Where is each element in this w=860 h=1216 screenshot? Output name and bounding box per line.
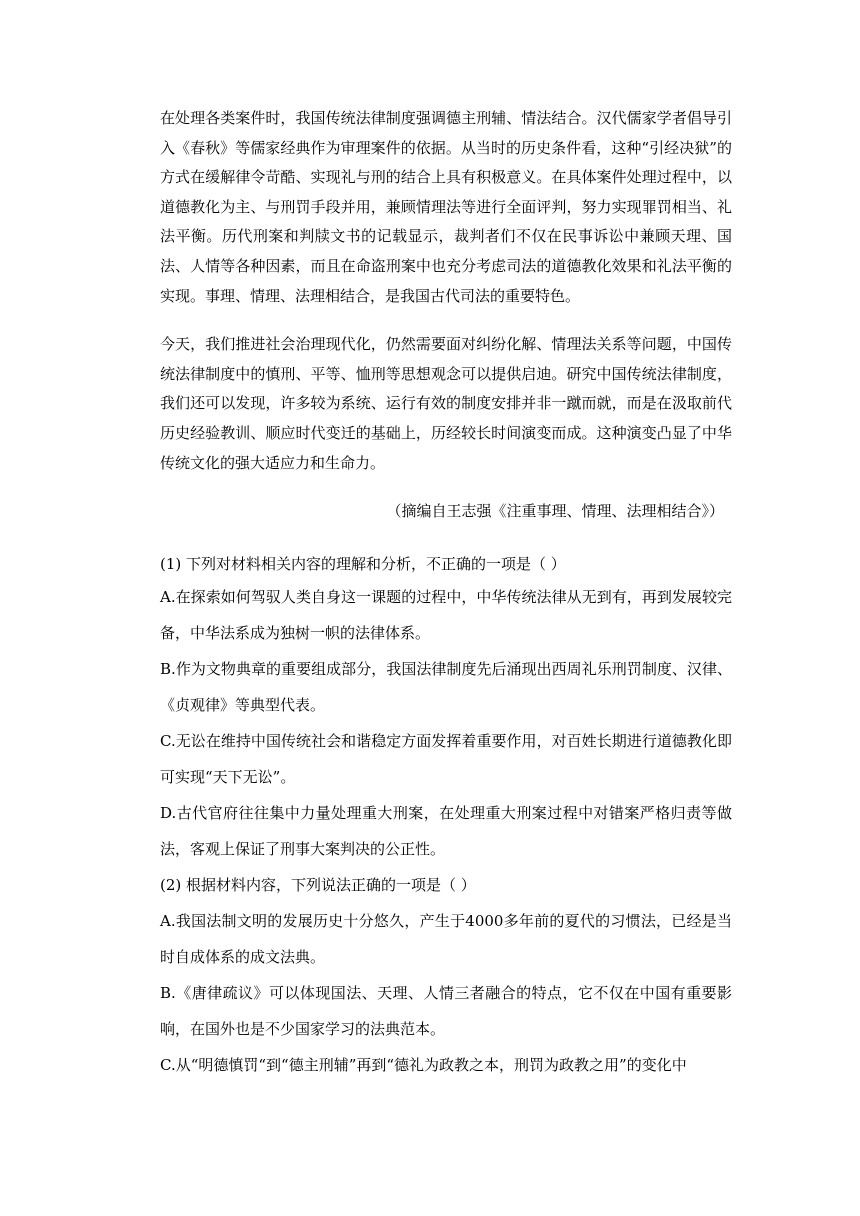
passage-paragraph-1: 在处理各类案件时，我国传统法律制度强调德主刑辅、情法结合。汉代儒家学者倡导引入《春秋》等儒家经典作为审理案件的依据。从当时的历史条件看，这种“引经决狱”的方式在缓解律令苛酷、实现礼与刑的结合上具有积极意义。在具体案件处理过程中，以道德教化为主、与刑罚手段并用，兼顾情理法等进行全面评判，努力实现罪罚相当、礼法平衡。历代刑案和判牍文书的记载显示，裁判者们不仅在民事诉讼中兼顾天理、国法、人情等各种因素，而且在命盗刑案中也充分考虑司法的道德教化效果和礼法平衡的实现。事理、情理、法理相结合，是我国古代司法的重要特色。 bbox=[160, 109, 732, 305]
option-c: C.从“明德慎罚“到“德主刑辅”再到“德礼为政教之本，刑罚为政教之用”的变化中 bbox=[160, 1056, 687, 1075]
paragraph-gap bbox=[160, 478, 732, 497]
passage-paragraph-2: 今天，我们推进社会治理现代化，仍然需要面对纠纷化解、情理法关系等问题，中国传统法律制度中的慎刑、平等、恤刑等思想观念可以提供启迪。研究中国传统法律制度，我们还可以发现，许多较为系统、运行有效的制度安排并非一蹴而就，而是在汲取前代历史经验教训、顺应时代变迁的基础上，历经较长时间演变而成。这种演变凸显了中华传统文化的强大适应力和生命力。 bbox=[160, 335, 732, 472]
paragraph-gap bbox=[160, 311, 732, 330]
option-d: D.古代官府往往集中力量处理重大刑案，在处理重大刑案过程中对错案严格归责等做法，客观上保证了刑事大案判决的公正性。 bbox=[160, 804, 732, 859]
option-a: A.我国法制文明的发展历史十分悠久，产生于4000多年前的夏代的习惯法，已经是当时自成体系的成文法典。 bbox=[160, 912, 732, 967]
option-a: A.在探索如何驾驭人类自身这一课题的过程中，中华传统法律从无到有，再到发展较完备，中华法系成为独树一帜的法律体系。 bbox=[160, 588, 732, 643]
question-1 bbox=[160, 550, 732, 868]
paragraph-gap bbox=[160, 527, 732, 546]
option-b: B.《唐律疏议》可以体现国法、天理、人情三者融合的特点，它不仅在中国有重要影响，在国外也是不少国家学习的法典范本。 bbox=[160, 984, 732, 1039]
document-page bbox=[160, 104, 732, 1083]
option-c: C.无讼在维持中国传统社会和谐稳定方面发挥着重要作用，对百姓长期进行道德教化即可实现“天下无讼”。 bbox=[160, 732, 732, 787]
option-b: B.作为文物典章的重要组成部分，我国法律制度先后涌现出西周礼乐刑罚制度、汉律、《贞观律》等典型代表。 bbox=[160, 660, 732, 715]
question-stem: (1) 下列对材料相关内容的理解和分析，不正确的一项是（ ） bbox=[160, 554, 566, 573]
question-stem: (2) 根据材料内容，下列说法正确的一项是（ ） bbox=[160, 876, 476, 895]
question-2 bbox=[160, 867, 732, 1083]
passage-source: （摘编自王志强《注重事理、情理、法理相结合》） bbox=[386, 502, 724, 521]
